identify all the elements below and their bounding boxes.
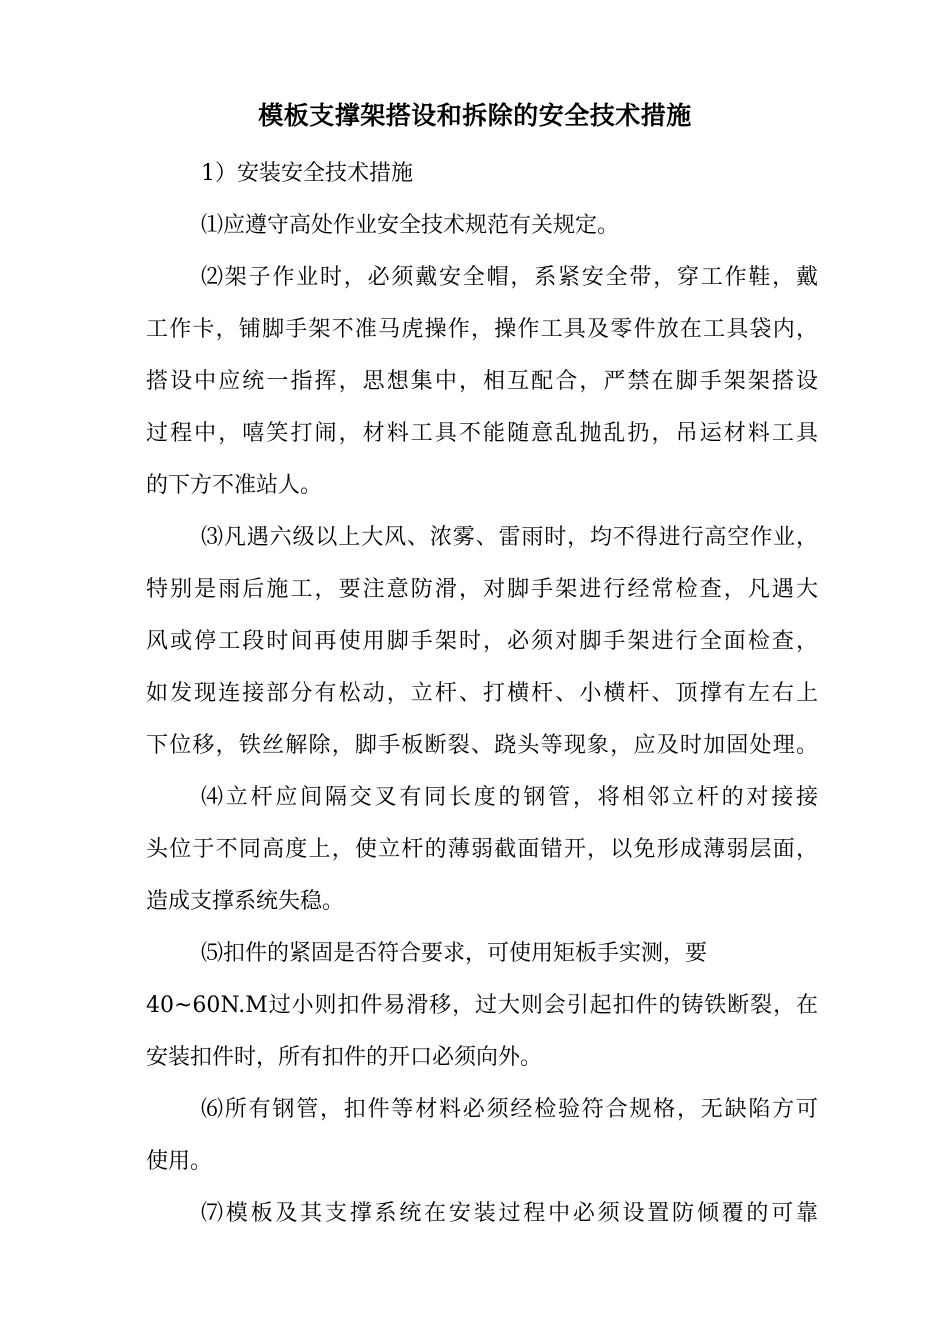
document-body <box>146 148 818 1240</box>
paragraph-line: ⑷立杆应间隔交叉有同长度的钢管，将相邻立杆的对接接 <box>201 785 818 810</box>
paragraph-line: 过程中，嘻笑打闹，材料工具不能随意乱抛乱扔，吊运材料工具 <box>146 421 818 446</box>
paragraph-line: 使用。 <box>146 1149 213 1174</box>
paragraph-line: 特别是雨后施工，要注意防滑，对脚手架进行经常检查，凡遇大 <box>146 577 818 602</box>
paragraph-line: ⑶凡遇六级以上大风、浓雾、雷雨时，均不得进行高空作业， <box>201 525 818 550</box>
document-title: 模板支撑架搭设和拆除的安全技术措施 <box>258 101 692 130</box>
paragraph-line: ⑺模板及其支撑系统在安装过程中必须设置防倾覆的可靠 <box>201 1201 818 1226</box>
paragraph-line: ⑴应遵守高处作业安全技术规范有关规定。 <box>201 213 620 238</box>
paragraph-line: 头位于不同高度上，使立杆的薄弱截面错开，以免形成薄弱层面， <box>146 837 818 862</box>
paragraph-line: 40~60N.M过小则扣件易滑移，过大则会引起扣件的铸铁断裂，在 <box>146 993 818 1018</box>
paragraph-line: 的下方不准站人。 <box>146 473 323 498</box>
paragraph-line: ⑵架子作业时，必须戴安全帽，系紧安全带，穿工作鞋，戴 <box>201 265 818 290</box>
section-heading: 1）安装安全技术措施 <box>201 161 413 186</box>
paragraph-line: 造成支撑系统失稳。 <box>146 889 345 914</box>
paragraph-line: 工作卡，铺脚手架不准马虎操作，操作工具及零件放在工具袋内， <box>146 317 818 342</box>
paragraph-line: 搭设中应统一指挥，思想集中，相互配合，严禁在脚手架架搭设 <box>146 369 818 394</box>
paragraph-line: ⑹所有钢管，扣件等材料必须经检验符合规格，无缺陷方可 <box>201 1097 818 1122</box>
paragraph-line: 安装扣件时，所有扣件的开口必须向外。 <box>146 1045 543 1070</box>
paragraph-line: ⑸扣件的紧固是否符合要求，可使用矩板手实测，要 <box>201 941 708 966</box>
paragraph-line: 如发现连接部分有松动，立杆、打横杆、小横杆、顶撑有左右上 <box>146 681 818 706</box>
paragraph-line: 风或停工段时间再使用脚手架时，必须对脚手架进行全面检查， <box>146 629 818 654</box>
paragraph-line: 下位移，铁丝解除，脚手板断裂、跷头等现象，应及时加固处理。 <box>146 733 818 758</box>
